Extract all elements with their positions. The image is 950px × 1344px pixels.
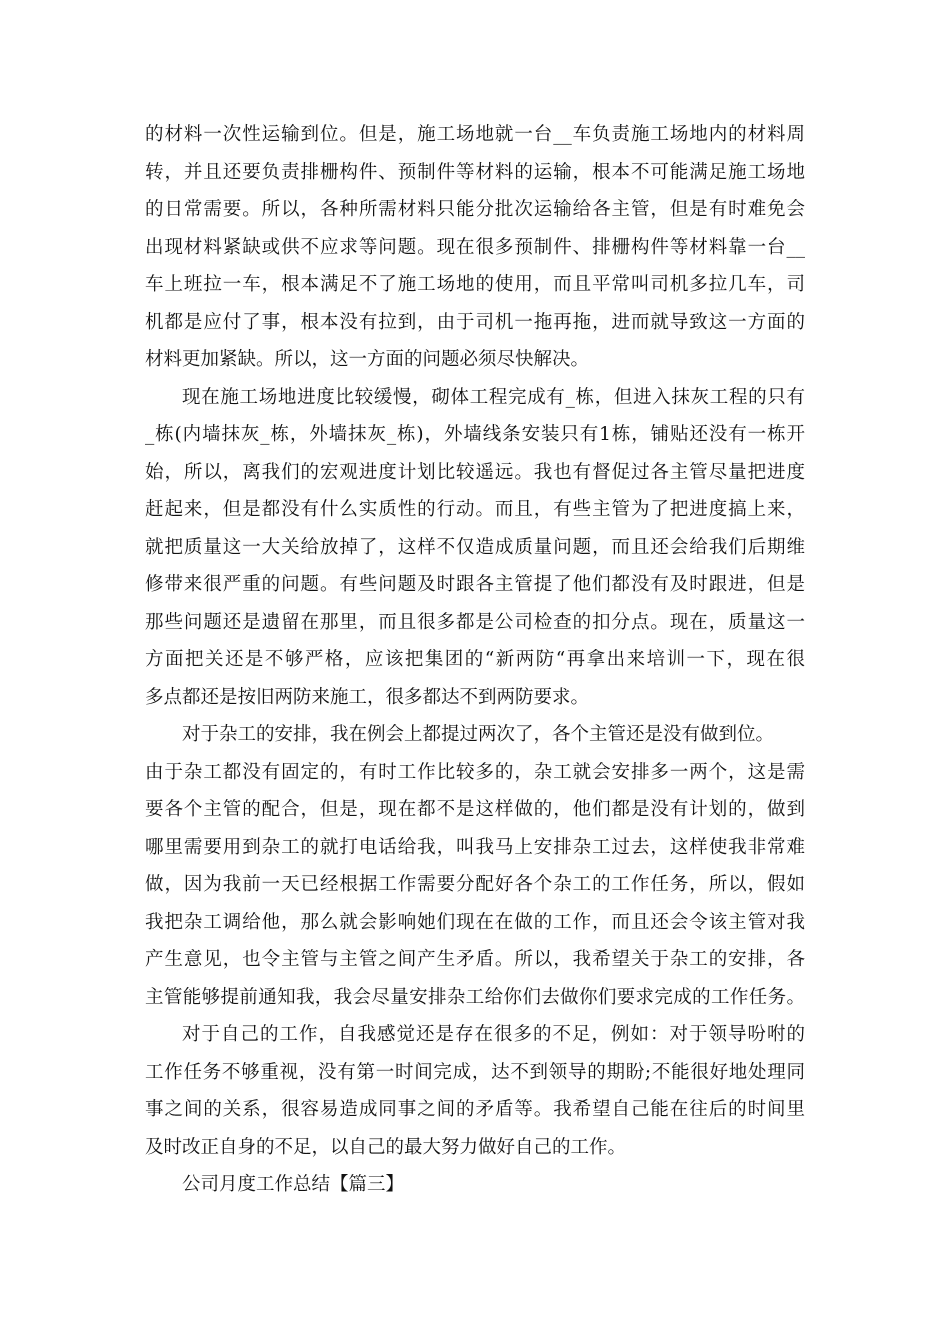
section-heading-text: 公司月度工作总结【篇三】 xyxy=(182,1174,405,1195)
paragraph xyxy=(145,116,805,379)
paragraph xyxy=(145,716,805,1016)
text-line: 那些问题还是遗留在那里，而且很多都是公司检查的扣分点。现在，质量这一 xyxy=(145,611,805,633)
text-line: 现在施工场地进度比较缓慢，砌体工程完成有_栋，但进入抹灰工程的只有 xyxy=(182,386,805,408)
text-line: 做，因为我前一天已经根据工作需要分配好各个杂工的工作任务，所以，假如 xyxy=(145,874,805,895)
text-line: 对于自己的工作，自我感觉还是存在很多的不足，例如：对于领导吩咐的 xyxy=(182,1024,805,1045)
text-line: 要各个主管的配合，但是，现在都不是这样做的，他们都是没有计划的，做到 xyxy=(145,799,805,820)
text-line: 主管能够提前通知我，我会尽量安排杂工给你们去做你们要求完成的工作任务。 xyxy=(145,986,805,1008)
text-line: 修带来很严重的问题。有些问题及时跟各主管提了他们都没有及时跟进，但是 xyxy=(145,574,805,595)
text-line: 材料更加紧缺。所以，这一方面的问题必须尽快解决。 xyxy=(145,349,590,370)
section-heading xyxy=(145,1166,805,1204)
text-line: 多点都还是按旧两防来施工，很多都达不到两防要求。 xyxy=(145,686,590,708)
text-line: 我把杂工调给他，那么就会影响她们现在在做的工作，而且还会令该主管对我 xyxy=(145,911,805,933)
text-line: 就把质量这一大关给放掉了，这样不仅造成质量问题，而且还会给我们后期维 xyxy=(145,536,805,558)
text-line: 及时改正自身的不足，以自己的最大努力做好自己的工作。 xyxy=(145,1136,627,1158)
text-line: _栋(内墙抹灰_栋，外墙抹灰_栋)，外墙线条安装只有1栋，铺贴还没有一栋开 xyxy=(145,424,805,445)
text-line: 对于杂工的安排，我在例会上都提过两次了，各个主管还是没有做到位。 xyxy=(182,724,775,745)
text-line: 始，所以，离我们的宏观进度计划比较遥远。我也有督促过各主管尽量把进度 xyxy=(145,461,805,483)
text-line: 的材料一次性运输到位。但是，施工场地就一台__车负责施工场地内的材料周 xyxy=(145,124,805,145)
document-body xyxy=(145,116,805,1204)
text-line: 机都是应付了事，根本没有拉到，由于司机一拖再拖，进而就导致这一方面的 xyxy=(145,311,805,333)
text-line: 出现材料紧缺或供不应求等问题。现在很多预制件、排栅构件等材料靠一台__ xyxy=(145,236,805,258)
text-line: 事之间的关系，很容易造成同事之间的矛盾等。我希望自己能在往后的时间里 xyxy=(145,1099,805,1120)
text-line: 产生意见，也令主管与主管之间产生矛盾。所以，我希望关于杂工的安排，各 xyxy=(145,949,805,970)
paragraph xyxy=(145,1016,805,1166)
text-line: 的日常需要。所以，各种所需材料只能分批次运输给各主管，但是有时难免会 xyxy=(145,199,805,220)
text-line: 转，并且还要负责排栅构件、预制件等材料的运输，根本不可能满足施工场地 xyxy=(145,161,805,183)
text-line: 方面把关还是不够严格，应该把集团的“新两防“再拿出来培训一下，现在很 xyxy=(145,649,805,670)
paragraph xyxy=(145,379,805,717)
text-line: 由于杂工都没有固定的，有时工作比较多的，杂工就会安排多一两个，这是需 xyxy=(145,761,805,783)
text-line: 赶起来，但是都没有什么实质性的行动。而且，有些主管为了把进度搞上来， xyxy=(145,499,805,520)
text-line: 哪里需要用到杂工的就打电话给我，叫我马上安排杂工过去，这样使我非常难 xyxy=(145,836,805,858)
text-line: 车上班拉一车，根本满足不了施工场地的使用，而且平常叫司机多拉几车，司 xyxy=(145,274,805,295)
text-line: 工作任务不够重视，没有第一时间完成，达不到领导的期盼;不能很好地处理同 xyxy=(145,1061,805,1083)
